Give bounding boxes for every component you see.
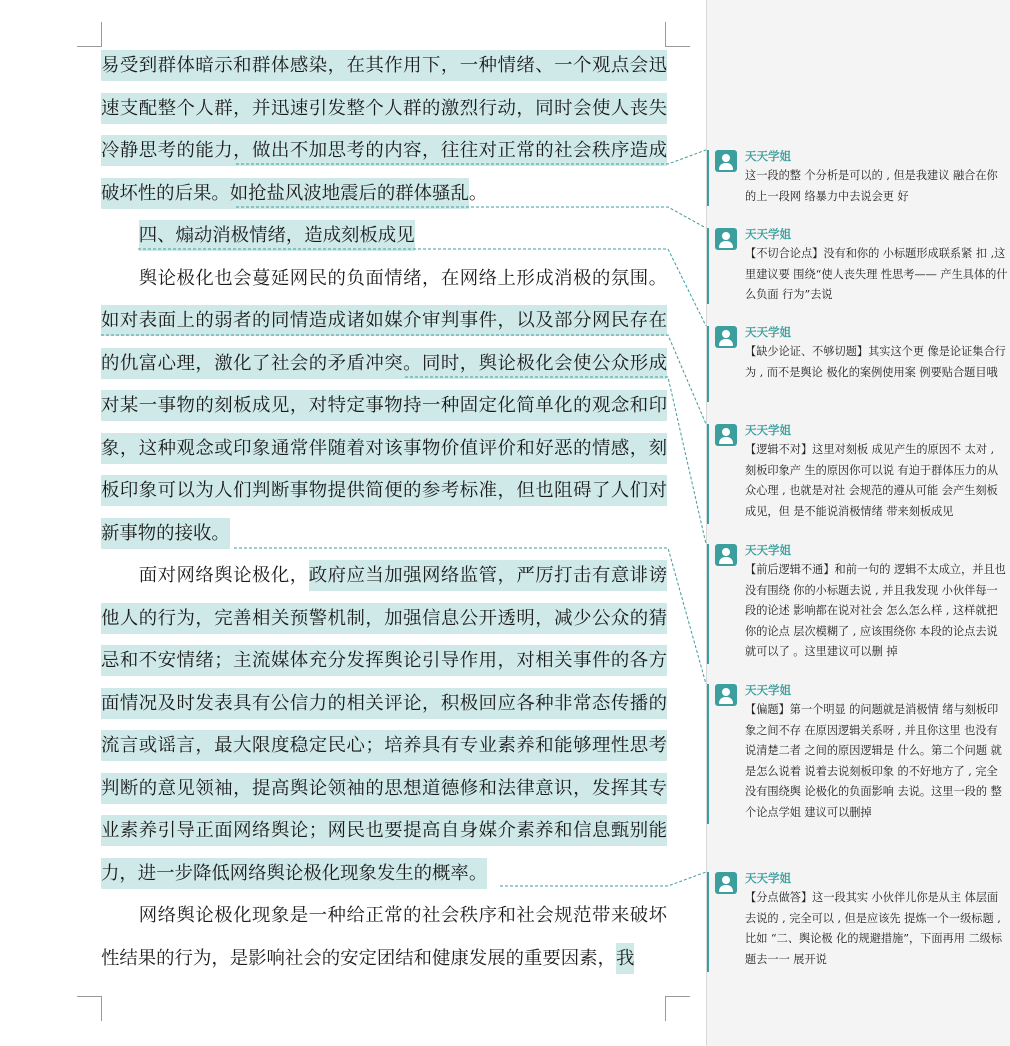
comment-link-line (236, 207, 706, 228)
comment-link-line (101, 335, 706, 424)
highlighted-text[interactable]: 易受到群体暗示和群体感染，在其作用下，一种情绪、一个观点会迅速支配整个人群，并迅速引发整个人群的激烈行动，同时会使人丧失冷静思考的能力， (101, 50, 667, 166)
highlighted-text[interactable]: 做出不加思考的内容，往往对正常的社会秩序造成破坏性的后果。 (101, 135, 667, 209)
comment-text: 【偏题】第一个明显 的问题就是消极情 绪与刻板印象之间不存 在原因逻辑关系呀 , 并且你这里 也没有说清楚二者 之间的原因逻辑是 什么。第二个问题 就是怎么说着 说着去说刻板印象 的不好地方了 , 完全没有围绕舆 论极化的负面影响 去说。这里一段的 整个论点学姐 建议可以删掉 (745, 703, 1002, 819)
comment-link-line (138, 249, 706, 326)
comment-author: 天天学姐 (745, 543, 791, 557)
comment-author: 天天学姐 (745, 149, 791, 163)
highlighted-text[interactable]: 四、煽动消极情绪，造成刻板成见 (139, 220, 415, 251)
comment-author: 天天学姐 (745, 423, 791, 437)
highlighted-text[interactable]: 我 (616, 943, 634, 974)
paragraph-text: 。 (468, 182, 488, 204)
comment-link-line (236, 150, 706, 164)
comment-text: 这一段的整 个分析是可以的 , 但是我建议 融合在你的上一段网 络暴力中去说会更 好 (745, 169, 998, 203)
paragraph-text: 面对网络舆论极化， (138, 565, 309, 586)
comment-link-line (405, 377, 706, 544)
highlighted-text[interactable]: 如对表面上的弱者的同情造成诸如媒介审判事件，以及部分网民存在的仇富心理，激化了社会的矛盾冲突。 (101, 305, 667, 379)
comment-author: 天天学姐 (745, 683, 791, 697)
comment-text: 【分点做答】这一段其实 小伙伴儿你是从主 体层面去说的 , 完全可以 , 但是应该先 提炼一个一级标题 , 比如 “二、舆论极 化的规避措施”，下面再用 二级标题去一一 展开说 (745, 891, 1003, 966)
highlighted-text[interactable]: 如抢盐风波地震后的群体骚乱 (230, 178, 469, 209)
highlighted-text[interactable]: 同时，舆论极化会使公众形成对某一事物的刻板成见，对特定事物持一种固定化简单化的观念和印象，这种观念或印象通常伴随着对该事物价值评价和好恶的情感，刻板印象可以为人们判断事物提供简便的参考标准，但也阻碍了人们对新事物的接收。 (101, 348, 667, 549)
comment-author: 天天学姐 (745, 325, 791, 339)
comment-text: 【不切合论点】没有和你的 小标题形成联系紧 扣 ,这里建议要 围绕“使人丧失理 性思考—— 产生具体的什么负面 行为”去说 (745, 247, 1008, 301)
highlighted-text[interactable]: 政府应当加强网络监管，严厉打击有意诽谤他人的行为，完善相关预警机制，加强信息公开透明，减少公众的猜忌和不安情绪；主流媒体充分发挥舆论引导作用，对相关事件的各方面情况及时发表具有公信力的相关评论，积极回应各种非常态传播的流言或谣言，最大限度稳定民心；培养具有专业素养和能够理性思考判断的意见领袖，提高舆论领袖的思想道德修和法律意识，发挥其专业素养引导正面网络舆论；网民也要提高自身媒介素养和信息甄别能力，进一步降低网络舆论极化现象发生的概率。 (101, 560, 667, 889)
comment-author: 天天学姐 (745, 871, 791, 885)
comment-author: 天天学姐 (745, 227, 791, 241)
comment-link-line (234, 548, 706, 684)
comment-text: 【缺少论证、不够切题】其实这个更 像是论证集合行为 , 而不是舆论 极化的案例使用案 例要贴合题目哦 (745, 345, 1006, 379)
comment-text: 【逻辑不对】这里对刻板 成见产生的原因不 太对 , 刻板印象产 生的原因你可以说 有迫于群体压力的从众心理 , 也就是对社 会规范的遵从可能 会产生刻板成见，但 是不能说消极情绪 带来刻板成见 (745, 443, 999, 518)
paragraph-text: 网络舆论极化现象是一种给正常的社会秩序和社会规范带来破坏性结果的行为，是影响社会的安定团结和健康发展的重要因素， (101, 905, 667, 969)
comment-link-line (500, 872, 706, 886)
comment-text: 【前后逻辑不通】和前一句的 逻辑不太成立，并且也没有围绕 你的小标题去说 , 并且我发现 小伙伴每一段的论述 影响都在说对社会 怎么怎么样 , 这样就把你的论点 层次模糊了 , 应该围绕你 本段的论点去说就可以了 。这里建议可以删 掉 (745, 563, 1006, 658)
paragraph-text: 舆论极化也会蔓延网民的负面情绪，在网络上形成消极的氛围。 (138, 267, 667, 289)
